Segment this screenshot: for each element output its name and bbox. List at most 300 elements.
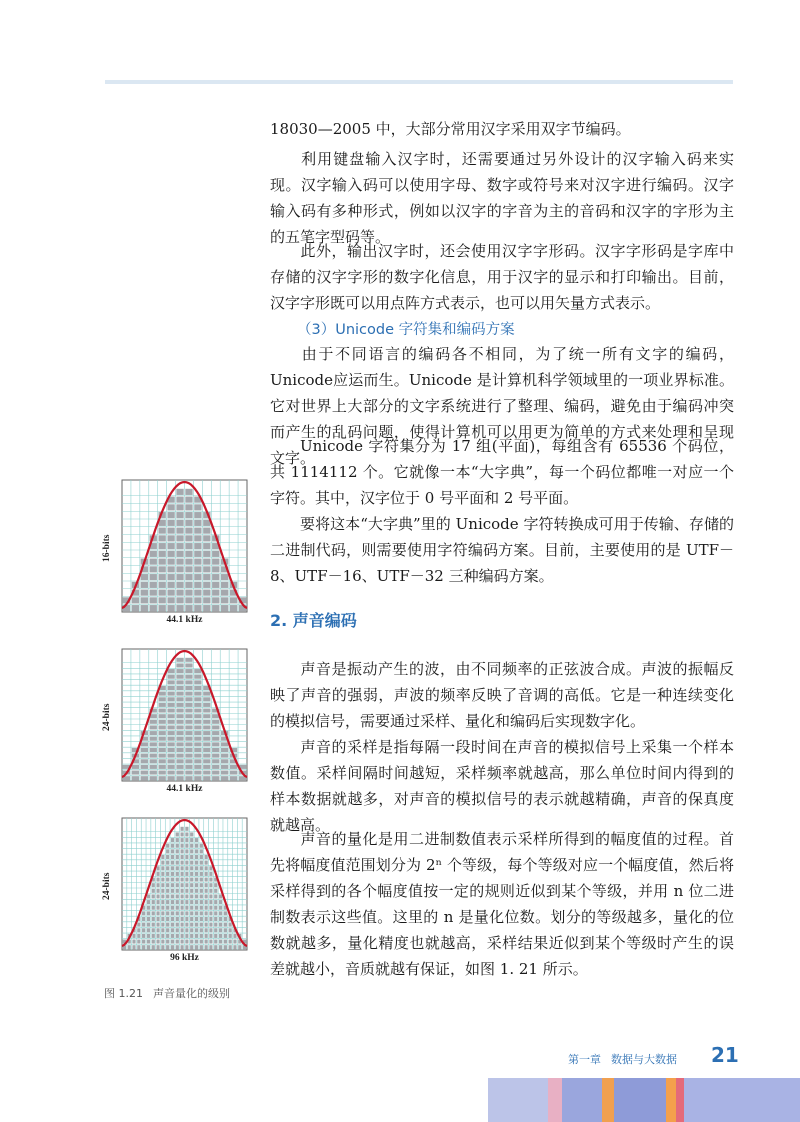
sample-block [185, 725, 192, 729]
sample-block [176, 928, 179, 932]
sample-block [161, 940, 164, 944]
sample-block [167, 543, 174, 549]
sample-block [132, 776, 139, 780]
sample-block [190, 844, 193, 848]
sample-block [132, 597, 139, 603]
sample-block [176, 883, 179, 887]
sample-block [161, 878, 164, 882]
sample-block [219, 934, 222, 938]
sample-block [176, 855, 179, 859]
sample-block [180, 894, 183, 898]
sample-block [195, 928, 198, 932]
sample-block [167, 597, 174, 603]
sample-block [150, 731, 157, 735]
sample-block [185, 917, 188, 921]
sample-block [195, 934, 198, 938]
section-heading-sound: 2. 声音编码 [270, 611, 357, 630]
sample-block [176, 832, 179, 836]
sample-block [200, 911, 203, 915]
sample-block [205, 889, 208, 893]
sample-block [141, 582, 148, 588]
sample-block [167, 528, 174, 534]
sample-block [152, 906, 155, 910]
sample-block [221, 742, 228, 746]
sample-block [209, 923, 212, 927]
sample-block [185, 759, 192, 763]
sample-block [209, 866, 212, 870]
sample-block [185, 748, 192, 752]
sample-block [205, 940, 208, 944]
sample-block [180, 832, 183, 836]
sample-block [176, 489, 183, 495]
sample-block [200, 872, 203, 876]
sample-block [152, 934, 155, 938]
sample-block [229, 934, 232, 938]
chart-svg [104, 816, 252, 966]
page-number: 21 [711, 1043, 739, 1067]
header-rule [105, 80, 733, 84]
sample-block [156, 940, 159, 944]
y-axis-label: 24-bits [102, 872, 112, 900]
sample-block [166, 900, 169, 904]
sample-block [166, 889, 169, 893]
sample-block [200, 855, 203, 859]
sample-block [194, 748, 201, 752]
sample-block [185, 928, 188, 932]
sample-block [167, 520, 174, 526]
sample-block [185, 566, 192, 572]
sample-block [185, 703, 192, 707]
sample-block [141, 597, 148, 603]
sample-block [159, 771, 166, 775]
sample-block [167, 559, 174, 565]
sample-block [167, 590, 174, 596]
sample-block [200, 923, 203, 927]
sample-block [212, 566, 219, 572]
sample-block [185, 900, 188, 904]
sample-block [142, 917, 145, 921]
sample-block [200, 940, 203, 944]
sample-block [176, 680, 183, 684]
paragraph-quantization: 声音的量化是用二进制数值表示采样所得到的幅度值的过程。首先将幅度值范围划分为 2ⁿ 个等级，每个等级对应一个幅度值，然后将采样得到的各个幅度值按一定的规则近似到某个等级，并用 n 位二进制数表示这些值。这里的 n 是量化位数。划分的等级越多，量化的位数就越多，量化精度也就越高，采样结果近似到某个等级时产生的误差就越小，音质就越有保证，如图 1. 21 所示。 [270, 830, 734, 978]
sample-block [190, 861, 193, 865]
sample-block [171, 872, 174, 876]
sample-block [141, 742, 148, 746]
sample-block [152, 940, 155, 944]
sample-block [195, 855, 198, 859]
sample-block [161, 855, 164, 859]
sample-block [161, 928, 164, 932]
sample-block [195, 849, 198, 853]
sample-block [203, 597, 210, 603]
sample-block [159, 703, 166, 707]
sample-block [176, 742, 183, 746]
sample-block [203, 543, 210, 549]
sample-block [229, 923, 232, 927]
sample-block [147, 917, 150, 921]
sample-block [161, 923, 164, 927]
sample-block [212, 605, 219, 611]
sample-block [185, 686, 192, 690]
sample-block [176, 861, 179, 865]
sample-block [180, 928, 183, 932]
sample-block [142, 911, 145, 915]
sample-block [205, 872, 208, 876]
sample-block [195, 889, 198, 893]
sample-block [180, 945, 183, 949]
sample-block [180, 911, 183, 915]
sample-block [224, 940, 227, 944]
sample-block [159, 765, 166, 769]
sample-block [176, 759, 183, 763]
sample-block [185, 872, 188, 876]
sample-block [180, 923, 183, 927]
sample-block [195, 872, 198, 876]
sample-block [203, 725, 210, 729]
sample-block [156, 928, 159, 932]
sample-block [203, 605, 210, 611]
chapter-label: 第一章 [568, 1053, 601, 1066]
sample-block [185, 771, 192, 775]
sample-block [150, 582, 157, 588]
sample-block [194, 520, 201, 526]
sample-block [171, 923, 174, 927]
sample-block [147, 940, 150, 944]
sample-block [166, 923, 169, 927]
sample-block [171, 934, 174, 938]
sample-block [166, 940, 169, 944]
sample-block [203, 737, 210, 741]
sample-block [176, 866, 179, 870]
sample-block [167, 776, 174, 780]
sample-block [161, 906, 164, 910]
sample-block [214, 928, 217, 932]
sample-block [233, 940, 236, 944]
sample-block [212, 574, 219, 580]
sample-block [200, 945, 203, 949]
sample-block [194, 528, 201, 534]
sample-block [194, 725, 201, 729]
sample-block [185, 720, 192, 724]
sample-block [229, 940, 232, 944]
sample-block [159, 535, 166, 541]
sample-block [212, 720, 219, 724]
sample-block [212, 759, 219, 763]
sample-block [176, 872, 179, 876]
sample-block [203, 703, 210, 707]
sample-block [132, 765, 139, 769]
sample-block [230, 605, 237, 611]
sample-block [195, 878, 198, 882]
sample-block [212, 742, 219, 746]
sample-block [150, 566, 157, 572]
sample-block [194, 759, 201, 763]
sample-block [166, 928, 169, 932]
sample-block [176, 878, 179, 882]
sample-block [159, 748, 166, 752]
sample-block [167, 754, 174, 758]
sample-block [176, 697, 183, 701]
sample-block [180, 940, 183, 944]
sample-block [159, 731, 166, 735]
sample-block [214, 894, 217, 898]
sample-block [176, 838, 179, 842]
sample-block [203, 742, 210, 746]
sample-block [212, 737, 219, 741]
y-axis-label: 16-bits [102, 534, 112, 562]
sample-block [194, 669, 201, 673]
sample-block [203, 692, 210, 696]
sample-block [205, 934, 208, 938]
sample-block [180, 849, 183, 853]
sample-block [185, 923, 188, 927]
sample-block [167, 675, 174, 679]
sample-block [176, 559, 183, 565]
sample-block [209, 911, 212, 915]
sample-block [137, 923, 140, 927]
sample-block [167, 692, 174, 696]
sample-block [200, 934, 203, 938]
sample-block [185, 714, 192, 718]
sample-block [190, 866, 193, 870]
sample-block [194, 771, 201, 775]
sample-block [230, 776, 237, 780]
sample-block [194, 697, 201, 701]
sample-block [195, 940, 198, 944]
sample-block [209, 889, 212, 893]
sample-block [180, 827, 183, 831]
sample-block [176, 923, 179, 927]
sample-block [166, 855, 169, 859]
sample-block [205, 866, 208, 870]
chart-svg [104, 647, 252, 797]
sample-block [205, 900, 208, 904]
sample-block [166, 917, 169, 921]
sample-block [209, 945, 212, 949]
sample-block [180, 838, 183, 842]
sample-block [224, 928, 227, 932]
sample-block [171, 878, 174, 882]
paragraph-unicode-planes: Unicode 字符集分为 17 组(平面)，每组含有 65536 个码位，共 1114112 个。它就像一本“大字典”，每一个码位都唯一对应一个字符。其中，汉字位于 0 号平面和 2 号平面。 [270, 437, 734, 507]
sample-block [167, 512, 174, 518]
sample-block [194, 714, 201, 718]
sample-block [156, 894, 159, 898]
sample-block [171, 861, 174, 865]
sample-block [194, 776, 201, 780]
sample-block [176, 497, 183, 503]
sample-block [176, 731, 183, 735]
sample-block [194, 551, 201, 557]
sample-block [221, 765, 228, 769]
sample-block [221, 748, 228, 752]
sample-block [180, 934, 183, 938]
sample-block [205, 911, 208, 915]
sample-block [176, 582, 183, 588]
sample-block [185, 512, 192, 518]
sample-block [150, 551, 157, 557]
sample-block [203, 754, 210, 758]
sample-block [159, 528, 166, 534]
sample-block [203, 776, 210, 780]
sample-block [171, 928, 174, 932]
sample-block [167, 582, 174, 588]
sample-block [205, 906, 208, 910]
sample-block [161, 889, 164, 893]
sample-block [132, 945, 135, 949]
sample-block [142, 940, 145, 944]
sample-block [214, 945, 217, 949]
sample-block [185, 535, 192, 541]
sample-block [185, 894, 188, 898]
sample-block [132, 771, 139, 775]
sample-block [156, 906, 159, 910]
sample-block [209, 900, 212, 904]
paragraph-input-code: 利用键盘输入汉字时，还需要通过另外设计的汉字输入码来实现。汉字输入码可以使用字母、数字或符号来对汉字进行编码。汉字输入码有多种形式，例如以汉字的字音为主的音码和汉字的字形为主的五笔字型码等。 [270, 150, 734, 246]
sample-block [176, 889, 179, 893]
sample-block [194, 504, 201, 510]
sample-block [141, 765, 148, 769]
sample-block [176, 528, 183, 534]
sample-block [195, 866, 198, 870]
sample-block [190, 945, 193, 949]
sample-block [200, 894, 203, 898]
sample-block [185, 497, 192, 503]
sample-block [185, 866, 188, 870]
sample-block [150, 725, 157, 729]
sample-block [209, 906, 212, 910]
sample-block [221, 605, 228, 611]
sample-block [194, 731, 201, 735]
sample-block [167, 720, 174, 724]
sample-block [147, 934, 150, 938]
sample-block [203, 590, 210, 596]
sample-block [176, 849, 179, 853]
sample-block [176, 765, 183, 769]
sample-block [200, 889, 203, 893]
sample-block [167, 742, 174, 746]
sample-block [167, 669, 174, 673]
sample-block [212, 551, 219, 557]
sample-block [185, 489, 192, 495]
sample-block [132, 934, 135, 938]
sample-block [166, 894, 169, 898]
sample-block [176, 543, 183, 549]
sample-block [161, 934, 164, 938]
sample-block [159, 559, 166, 565]
sample-block [205, 917, 208, 921]
sample-block [200, 928, 203, 932]
sample-block [142, 928, 145, 932]
sample-block [159, 590, 166, 596]
sample-block [156, 866, 159, 870]
sample-block [194, 535, 201, 541]
sample-block [150, 742, 157, 746]
sample-block [176, 737, 183, 741]
sample-block [185, 559, 192, 565]
sample-block [159, 709, 166, 713]
sample-block [167, 765, 174, 769]
sample-block [214, 906, 217, 910]
sample-block [212, 754, 219, 758]
sample-block [171, 945, 174, 949]
sample-block [185, 849, 188, 853]
sample-block [209, 934, 212, 938]
sample-block [167, 748, 174, 752]
sample-block [209, 928, 212, 932]
sample-block [167, 737, 174, 741]
sample-block [176, 605, 183, 611]
sample-block [142, 934, 145, 938]
sample-block [185, 742, 192, 746]
sample-block [166, 906, 169, 910]
sample-block [166, 866, 169, 870]
sample-block [185, 669, 192, 673]
sample-block [137, 928, 140, 932]
sample-block [142, 923, 145, 927]
sample-block [171, 855, 174, 859]
sample-block [195, 894, 198, 898]
sample-block [205, 861, 208, 865]
sample-block [194, 597, 201, 603]
sample-block [194, 720, 201, 724]
figure-title: 声音量化的级别 [153, 987, 230, 1000]
sample-block [156, 872, 159, 876]
sample-block [161, 945, 164, 949]
sample-block [212, 597, 219, 603]
sample-block [161, 883, 164, 887]
sample-block [195, 900, 198, 904]
sample-block [176, 669, 183, 673]
sample-block [176, 520, 183, 526]
sample-block [200, 878, 203, 882]
sample-block [167, 605, 174, 611]
sample-block [205, 928, 208, 932]
sample-block [195, 917, 198, 921]
sample-block [176, 911, 179, 915]
paragraph-unicode-origin: 由于不同语言的编码各不相同，为了统一所有文字的编码，Unicode应运而生。Unicode 是计算机科学领域里的一项业界标准。它对世界上大部分的文字系统进行了整理、编码，避免由于编码冲突而产生的乱码问题，使得计算机可以用更为简单的方式来处理和呈现文字。 [270, 345, 734, 467]
sample-block [150, 771, 157, 775]
chapter-title: 数据与大数据 [611, 1053, 677, 1066]
footer-band [614, 1078, 666, 1122]
sample-block [190, 849, 193, 853]
sample-block [205, 894, 208, 898]
sample-block [166, 945, 169, 949]
sample-block [156, 911, 159, 915]
sample-block [167, 566, 174, 572]
sample-block [203, 566, 210, 572]
footer-band [562, 1078, 602, 1122]
sample-block [161, 861, 164, 865]
sample-block [194, 605, 201, 611]
sample-block [195, 923, 198, 927]
sample-block [185, 861, 188, 865]
footer-band [602, 1078, 614, 1122]
sample-block [176, 574, 183, 580]
sample-block [167, 703, 174, 707]
chart-24bit-44khz [104, 647, 252, 797]
sample-block [166, 911, 169, 915]
sample-block [185, 889, 188, 893]
x-axis-label: 44.1 kHz [166, 615, 203, 625]
sample-block [137, 945, 140, 949]
sample-block [161, 894, 164, 898]
sample-block [152, 945, 155, 949]
sample-block [185, 658, 192, 662]
sample-block [185, 827, 188, 831]
sample-block [171, 911, 174, 915]
sample-block [166, 883, 169, 887]
sample-block [185, 855, 188, 859]
